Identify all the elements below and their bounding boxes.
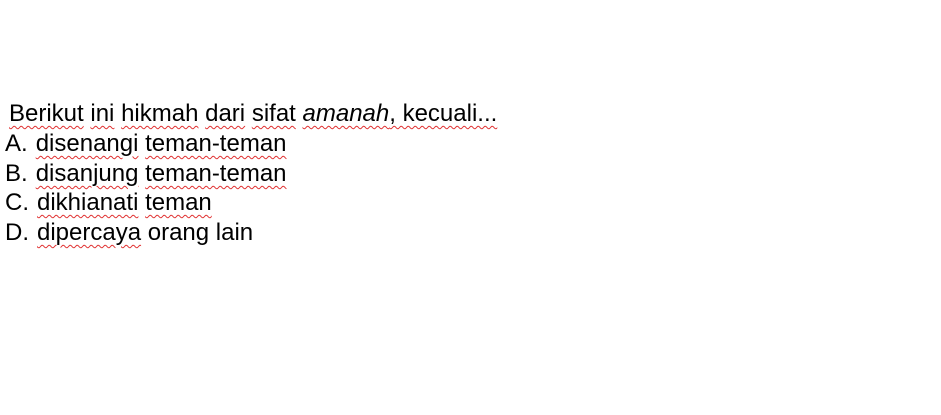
word: sifat [251, 100, 296, 127]
emphasized-word: amanah [302, 100, 390, 127]
option-letter: D. [5, 219, 29, 246]
word: Berikut [9, 100, 84, 127]
option-word: lain [215, 219, 254, 246]
option-b [5, 159, 287, 189]
option-word: teman-teman [145, 160, 287, 187]
word: ini [90, 100, 115, 127]
option-d [5, 218, 253, 248]
question-text [9, 99, 497, 129]
word: hikmah [121, 100, 199, 127]
option-c [5, 188, 212, 218]
option-word: dipercaya [37, 219, 142, 246]
word: dari [205, 100, 246, 127]
option-word: teman [145, 189, 212, 216]
question-tail: , kecuali... [389, 100, 498, 127]
option-letter: C. [5, 189, 29, 216]
option-word: dikhianati [37, 189, 139, 216]
option-word: teman-teman [145, 130, 287, 157]
option-word: disenangi [35, 130, 139, 157]
option-letter: A. [5, 130, 28, 157]
option-word: orang [147, 219, 210, 246]
option-a [5, 129, 287, 159]
option-letter: B. [5, 160, 28, 187]
option-word: disanjung [35, 160, 139, 187]
